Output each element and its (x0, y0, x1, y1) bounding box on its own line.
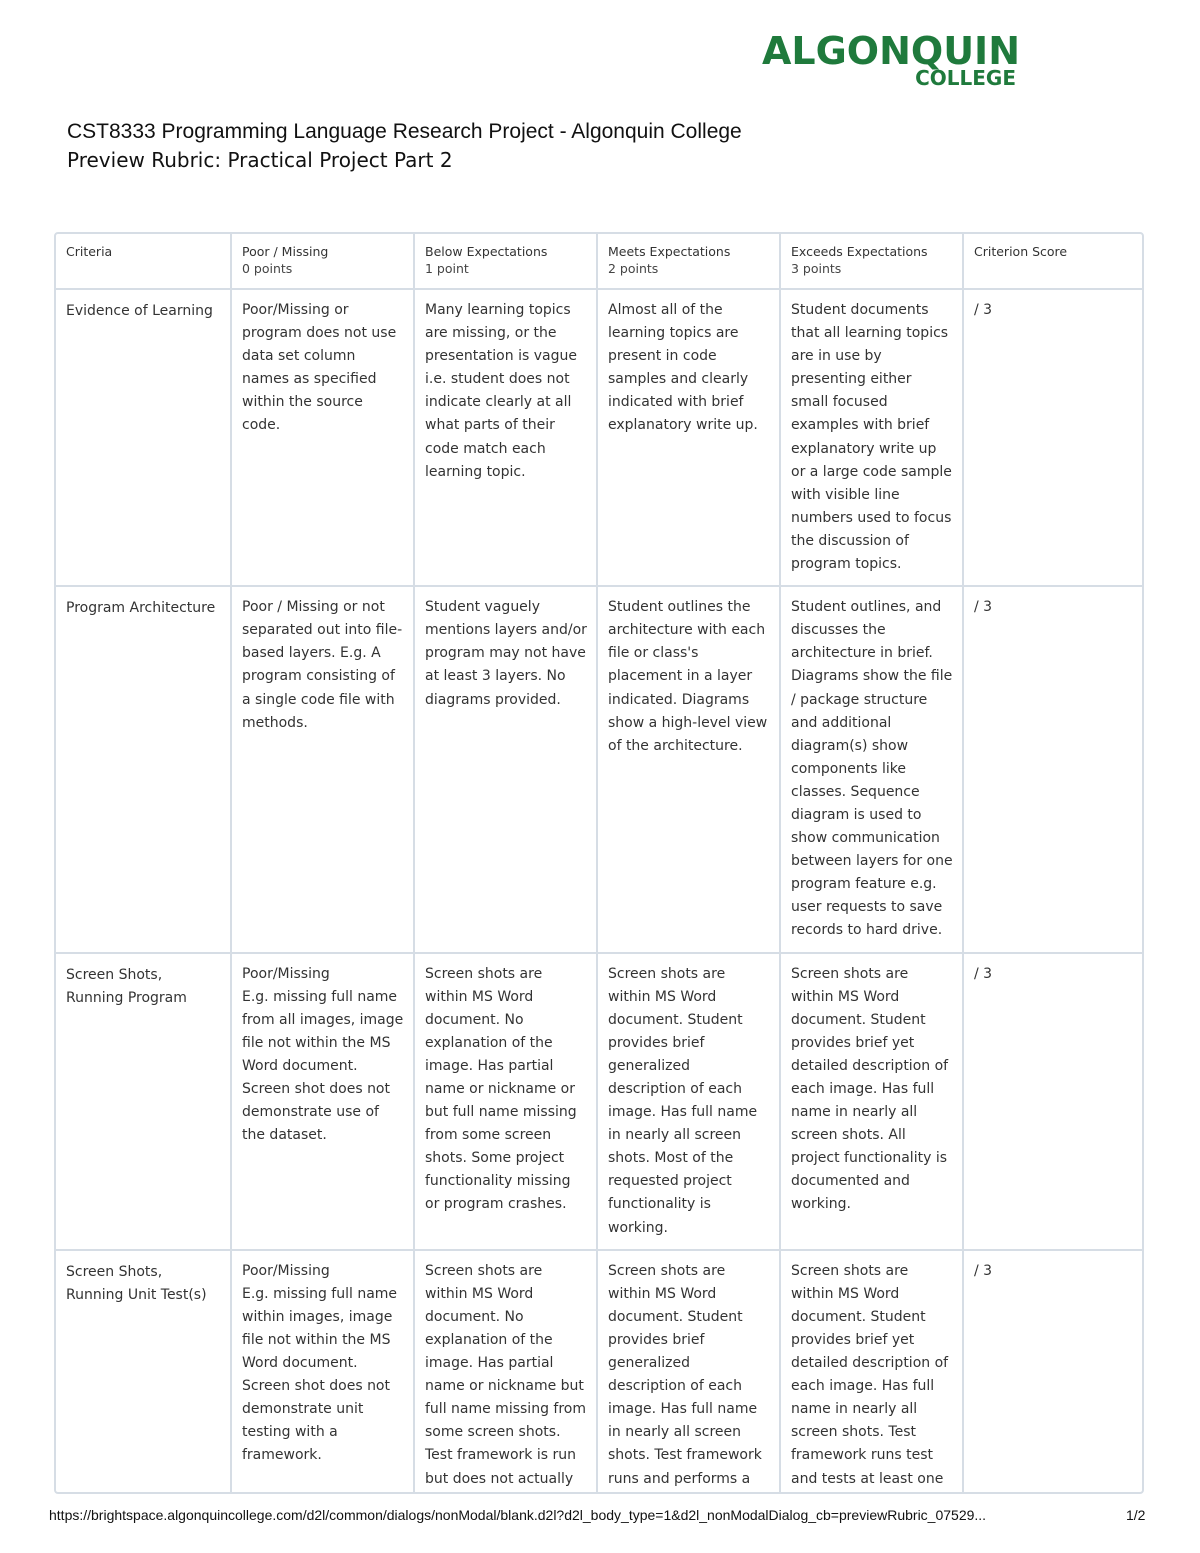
rubric-header-row (56, 234, 1144, 289)
criterion-score: / 3 (963, 953, 1144, 1250)
level-description: Poor/Missing E.g. missing full name within images, image file not within the MS Word document. Screen shot does not demonstrate unit testing with a framework. (231, 1250, 414, 1494)
logo-main-text: ALGONQUIN (761, 29, 1020, 73)
footer-url: https://brightspace.algonquincollege.com/d2l/common/dialogs/nonModal/blank.d2l?d2l_body_type=1&d2l_nonModalDialog_cb=previewRubric_07529... (49, 1507, 987, 1523)
level-description: Screen shots are within MS Word document. No explanation of the image. Has partial name or nickname or but full name missing from some screen shots. Some project functionality missing or program crashes. (414, 953, 597, 1250)
level-description: Poor/Missing or program does not use data set column names as specified within the source code. (231, 289, 414, 586)
level-description: Almost all of the learning topics are present in code samples and clearly indicated with brief explanatory write up. (597, 289, 780, 586)
criterion-score: / 3 (963, 1250, 1144, 1494)
rubric-row (56, 289, 1144, 586)
level-description: Student outlines the architecture with each file or class's placement in a layer indicated. Diagrams show a high-level view of the architecture. (597, 586, 780, 952)
rubric-row (56, 953, 1144, 1250)
level-description: Screen shots are within MS Word document. Student provides brief generalized description of each image. Has full name in nearly all screen shots. Most of the requested project functionality is working. (597, 953, 780, 1250)
level-points: 1 point (425, 261, 469, 276)
logo-sub-text: COLLEGE (915, 66, 1016, 90)
rubric-row (56, 1250, 1144, 1494)
rubric-table (56, 234, 1144, 1494)
level-header-below (414, 234, 597, 289)
level-name: Meets Expectations (608, 244, 731, 259)
level-description: Screen shots are within MS Word document. Student provides brief generalized description of each image. Has full name in nearly all screen shots. Test framework runs and performs a (597, 1250, 780, 1494)
level-header-poor (231, 234, 414, 289)
criterion-score: / 3 (963, 586, 1144, 952)
level-description: Screen shots are within MS Word document. Student provides brief yet detailed description of each image. Has full name in nearly all screen shots. All project functionality is documented and working. (780, 953, 963, 1250)
level-name: Below Expectations (425, 244, 548, 259)
level-description: Screen shots are within MS Word document. Student provides brief yet detailed description of each image. Has full name in nearly all screen shots. Test framework runs test and tests at least one (780, 1250, 963, 1494)
level-description: Student vaguely mentions layers and/or program may not have at least 3 layers. No diagrams provided. (414, 586, 597, 952)
level-points: 0 points (242, 261, 293, 276)
algonquin-college-logo (761, 29, 1020, 90)
criterion-name: Program Architecture (56, 586, 231, 952)
level-name: Poor / Missing (242, 244, 329, 259)
level-description: Screen shots are within MS Word document. No explanation of the image. Has partial name or nickname but full name missing from some screen shots. Test framework is run but does not actually (414, 1250, 597, 1494)
level-header-meets (597, 234, 780, 289)
criterion-name: Screen Shots, Running Unit Test(s) (56, 1250, 231, 1494)
level-description: Student outlines, and discusses the architecture in brief. Diagrams show the file / package structure and additional diagram(s) show components like classes. Sequence diagram is used to show communication between layers for one program feature e.g. user requests to save records to hard drive. (780, 586, 963, 952)
criterion-name: Evidence of Learning (56, 289, 231, 586)
rubric-row (56, 586, 1144, 952)
level-header-exceeds (780, 234, 963, 289)
page-title: CST8333 Programming Language Research Project - Algonquin College (67, 120, 742, 143)
level-description: Many learning topics are missing, or the presentation is vague i.e. student does not indicate clearly at all what parts of their code match each learning topic. (414, 289, 597, 586)
level-description: Student documents that all learning topics are in use by presenting either small focused examples with brief explanatory write up or a large code sample with visible line numbers used to focus the discussion of program topics. (780, 289, 963, 586)
criterion-score: / 3 (963, 289, 1144, 586)
level-points: 2 points (608, 261, 659, 276)
page-number: 1/2 (1126, 1507, 1146, 1523)
criterion-score-header: Criterion Score (963, 234, 1144, 289)
criteria-column-header: Criteria (56, 234, 231, 289)
page-subtitle: Preview Rubric: Practical Project Part 2 (67, 148, 453, 172)
level-name: Exceeds Expectations (791, 244, 928, 259)
level-description: Poor/Missing E.g. missing full name from all images, image file not within the MS Word document. Screen shot does not demonstrate use of the dataset. (231, 953, 414, 1250)
level-points: 3 points (791, 261, 842, 276)
level-description: Poor / Missing or not separated out into file-based layers. E.g. A program consisting of a single code file with methods. (231, 586, 414, 952)
rubric-container (54, 232, 1144, 1494)
criterion-name: Screen Shots, Running Program (56, 953, 231, 1250)
